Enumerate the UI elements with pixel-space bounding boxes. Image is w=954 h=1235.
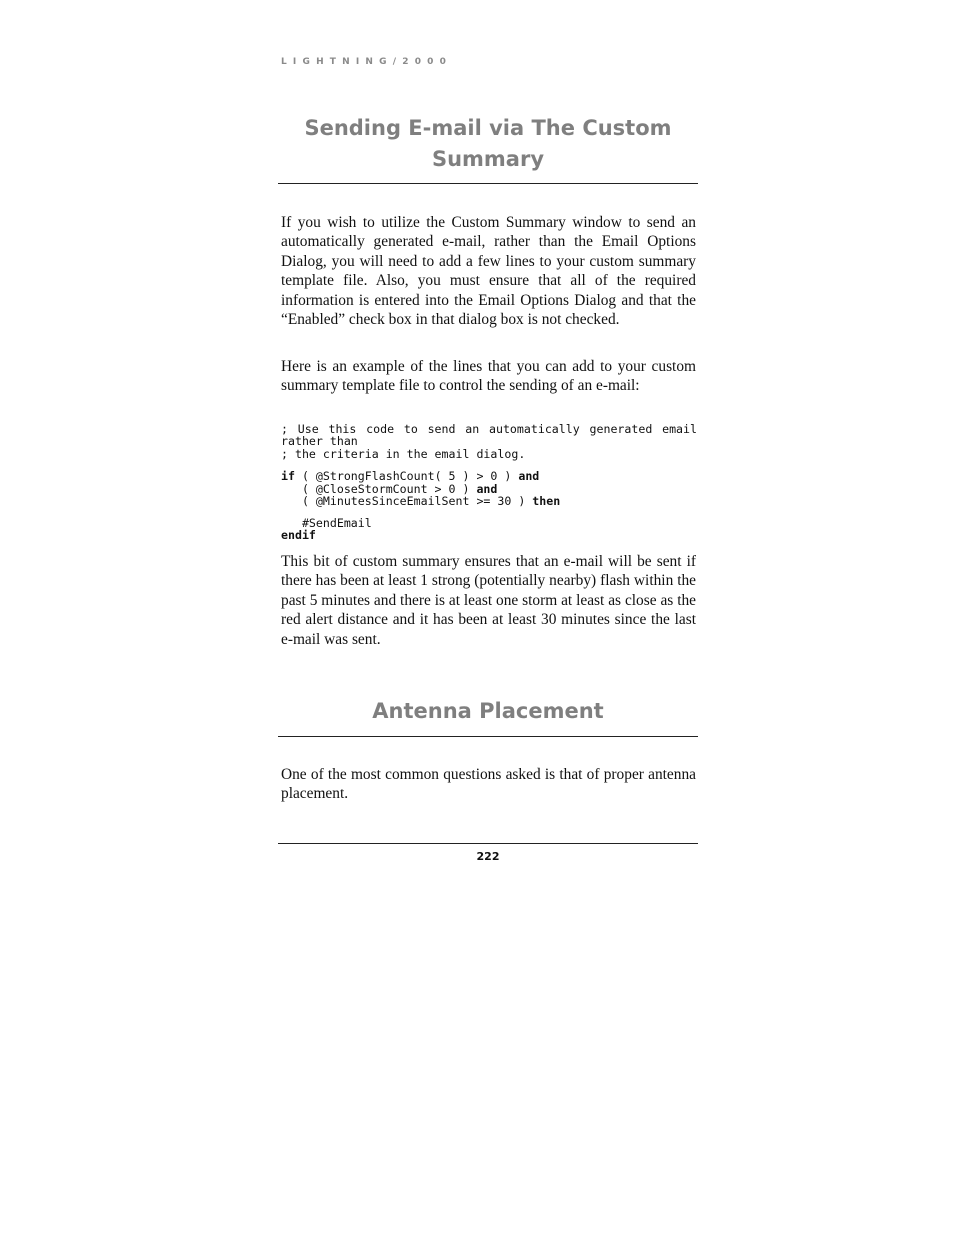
code-keyword-then: then [532,494,561,508]
code-keyword-and: and [518,469,540,483]
section-rule [278,183,698,184]
code-comment-line-2: ; the criteria in the email dialog. [281,447,526,461]
code-comment-line-1: ; Use this code to send an automatically generated email rather than [281,422,697,449]
code-keyword-endif: endif [281,528,316,542]
running-header: LIGHTNING/2000 [281,57,453,67]
footer-rule [278,843,698,844]
section-title-sending-email: Sending E-mail via The Custom Summary [304,116,672,171]
section-rule [278,736,698,737]
code-keyword-if: if [281,469,295,483]
code-line-if [281,470,697,482]
code-condition-strong-flash: ( @StrongFlashCount( 5 ) > 0 ) [294,469,519,483]
page-number: 222 [476,850,500,863]
paragraph-antenna: One of the most common questions asked is that of proper antenna placement. [281,766,696,803]
code-condition-minutes-since: ( @MinutesSinceEmailSent >= 30 ) [281,494,533,508]
code-line-send-email: #SendEmail [281,516,372,530]
section-title-antenna-placement: Antenna Placement [372,699,604,723]
paragraph-example-intro: Here is an example of the lines that you can add to your custom summary template file to control the sending of an e-mail: [281,358,696,395]
code-line-endif [281,529,697,541]
code-condition-close-storm: ( @CloseStormCount > 0 ) [281,482,477,496]
code-line-minutes-since [281,495,697,507]
code-keyword-and: and [476,482,498,496]
paragraph-explanation: This bit of custom summary ensures that an e-mail will be sent if there has been at least 1 strong (potentially nearby) flash within the past 5 minutes and there is at least one storm at least as close as the red alert distance and it has been at least 30 minutes since the last e-mail was sent. [281,553,696,648]
paragraph-intro: If you wish to utilize the Custom Summary window to send an automatically generated e-mail, rather than the Email Options Dialog, you will need to add a few lines to your custom summary template file. Also, you must ensure that all of the required information is entered into the Email Options Dialog and that the “Enabled” check box in that dialog box is not checked. [281,214,696,329]
